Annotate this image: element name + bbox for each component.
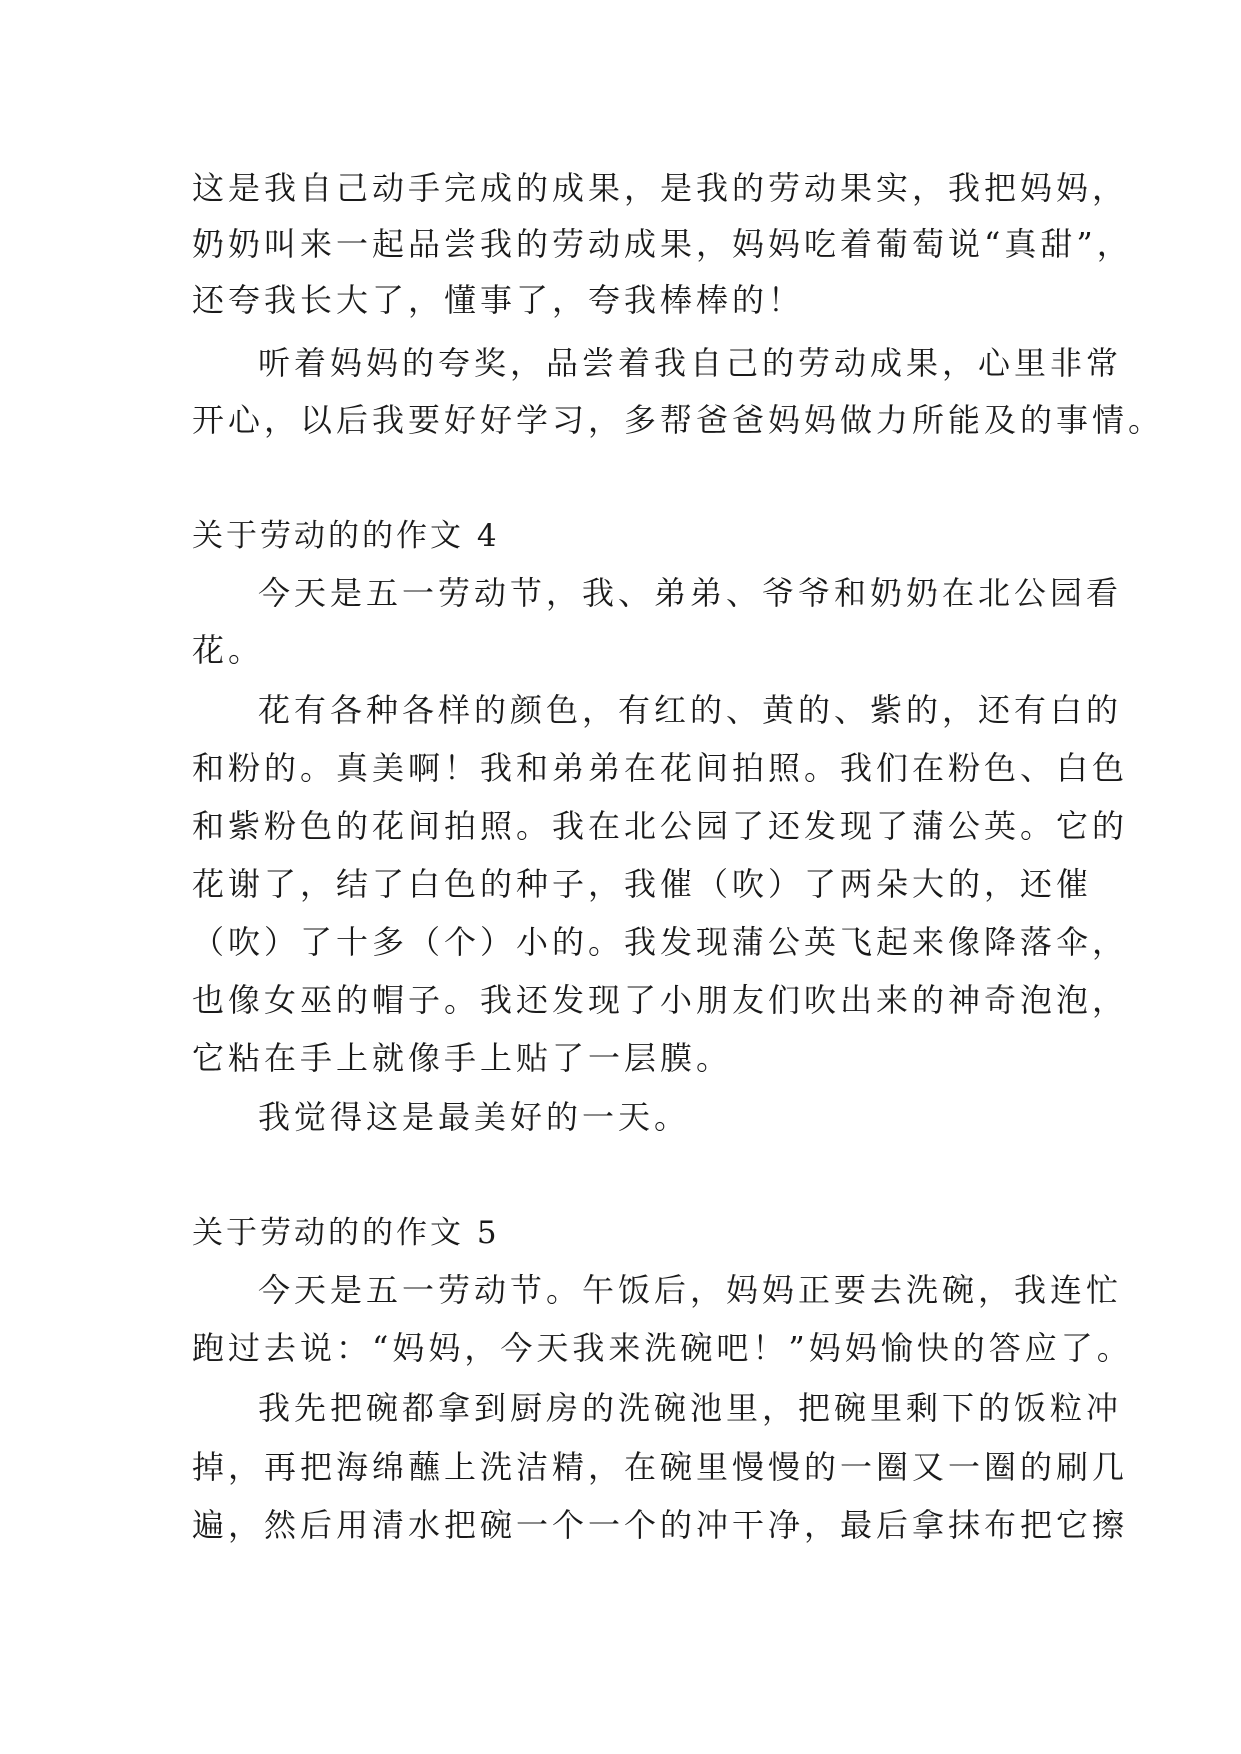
paragraph-line: 我觉得这是最美好的一天。 <box>258 1098 691 1136</box>
paragraph-line: 这是我自己动手完成的成果，是我的劳动果实，我把妈妈， <box>192 169 1129 207</box>
paragraph-line: 还夸我长大了，懂事了，夸我棒棒的！ <box>192 281 805 319</box>
paragraph-line: 花有各种各样的颜色，有红的、黄的、紫的，还有白的 <box>258 691 1123 729</box>
paragraph-line: 今天是五一劳动节。午饭后，妈妈正要去洗碗，我连忙 <box>258 1271 1123 1309</box>
paragraph-line: 花。 <box>192 631 265 669</box>
paragraph-line: （吹）了十多（个）小的。我发现蒲公英飞起来像降落伞， <box>192 923 1129 961</box>
paragraph-line: 掉，再把海绵蘸上洗洁精，在碗里慢慢的一圈又一圈的刷几 <box>192 1448 1129 1486</box>
paragraph-line: 开心，以后我要好好学习，多帮爸爸妈妈做力所能及的事情。 <box>192 401 1165 439</box>
section-heading: 关于劳动的的作文 5 <box>192 1215 500 1251</box>
paragraph-line: 奶奶叫来一起品尝我的劳动成果，妈妈吃着葡萄说“真甜”， <box>192 225 1133 263</box>
section-heading: 关于劳动的的作文 4 <box>192 518 500 554</box>
paragraph-line: 听着妈妈的夸奖，品尝着我自己的劳动成果，心里非常 <box>258 344 1123 382</box>
paragraph-line: 和粉的。真美啊！我和弟弟在花间拍照。我们在粉色、白色 <box>192 749 1129 787</box>
paragraph-line: 也像女巫的帽子。我还发现了小朋友们吹出来的神奇泡泡， <box>192 981 1129 1019</box>
paragraph-line: 跑过去说：“妈妈，今天我来洗碗吧！”妈妈愉快的答应了。 <box>192 1329 1133 1367</box>
paragraph-line: 和紫粉色的花间拍照。我在北公园了还发现了蒲公英。它的 <box>192 807 1129 845</box>
paragraph-line: 它粘在手上就像手上贴了一层膜。 <box>192 1039 733 1077</box>
paragraph-line: 遍，然后用清水把碗一个一个的冲干净，最后拿抹布把它擦 <box>192 1506 1129 1544</box>
paragraph-line: 花谢了，结了白色的种子，我催（吹）了两朵大的，还催 <box>192 865 1093 903</box>
paragraph-line: 今天是五一劳动节，我、弟弟、爷爷和奶奶在北公园看 <box>258 574 1123 612</box>
paragraph-line: 我先把碗都拿到厨房的洗碗池里，把碗里剩下的饭粒冲 <box>258 1389 1123 1427</box>
